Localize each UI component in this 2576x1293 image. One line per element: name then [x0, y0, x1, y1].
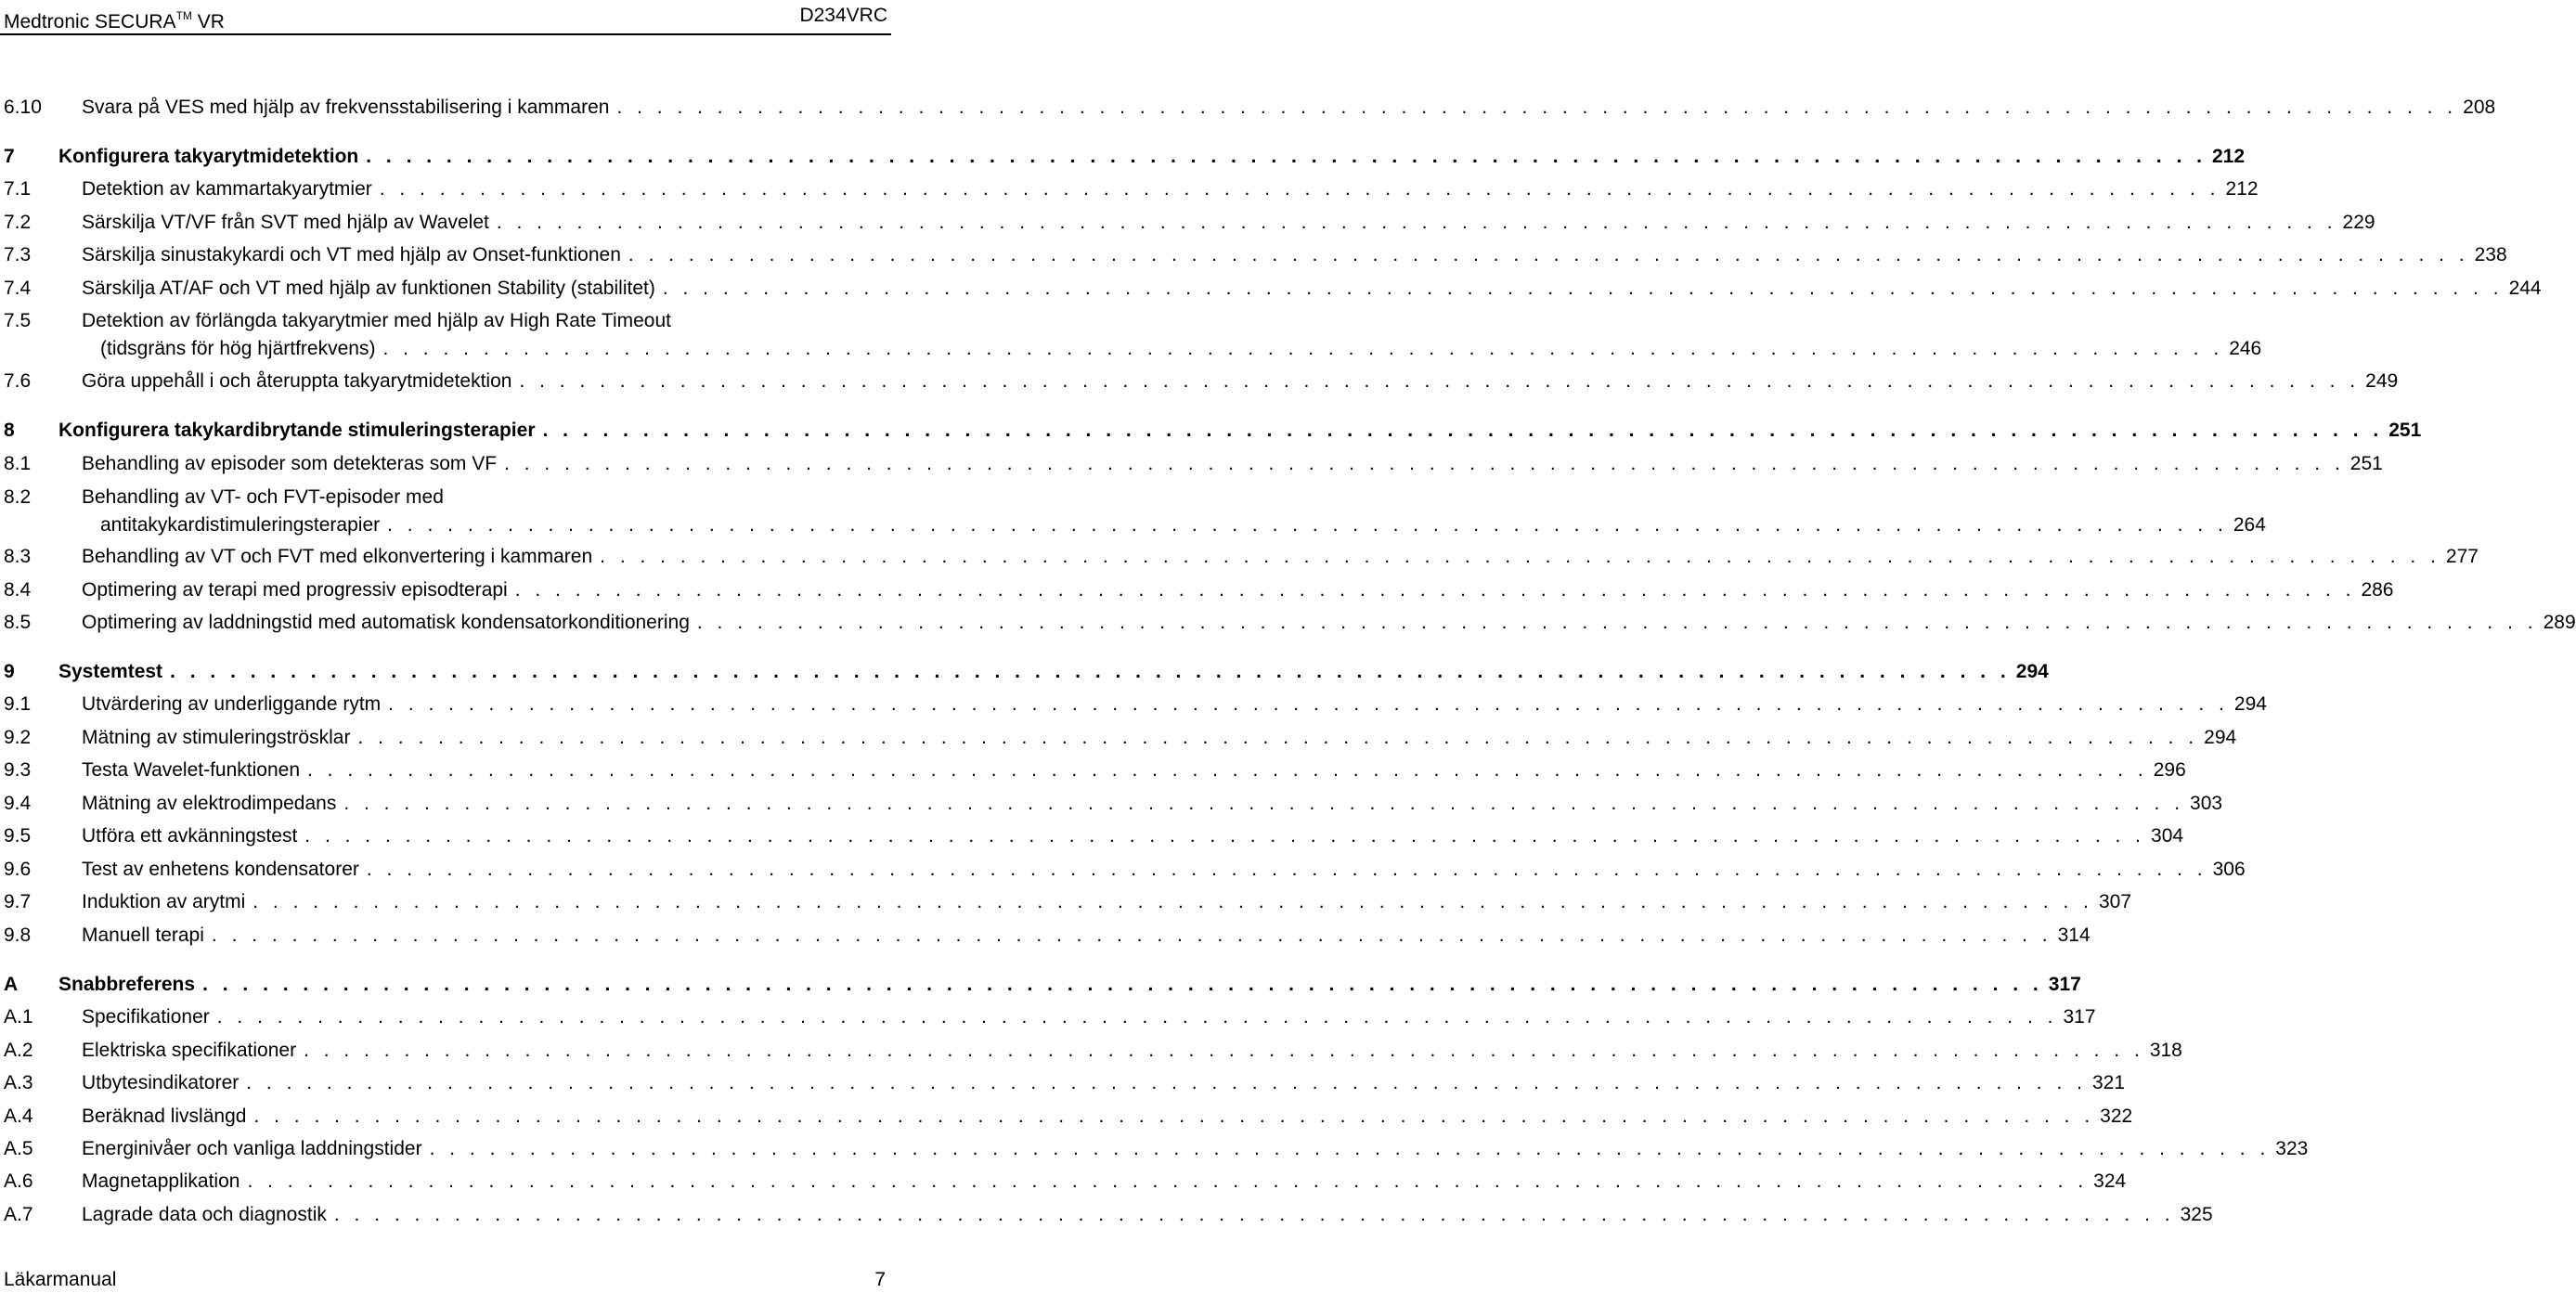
product-name [4, 2, 225, 36]
entry-page-number: 317 [2048, 974, 2081, 995]
entry-title: Testa Wavelet-funktionen [82, 759, 301, 781]
dot-leader: . . . . . . . . . . . . . . . . . . . . . . . . . . . . . . . . . . . . . . . . . . . . . . . . . . . . . . . . . . . . . . . . . . . . . . . . . . . . . . . . . . . . . . . . . . . . [252, 891, 2093, 912]
dot-leader: . . . . . . . . . . . . . . . . . . . . . . . . . . . . . . . . . . . . . . . . . . . . . . . . . . . . . . . . . . . . . . . . . . . . . . . . . . . . . . . . . . . . . . . . . . . . [662, 278, 2504, 299]
entry-page-number: 296 [2153, 759, 2186, 781]
entry-title: Manuell terapi [82, 924, 204, 946]
dot-leader: . . . . . . . . . . . . . . . . . . . . . . . . . . . . . . . . . . . . . . . . . . . . . . . . . . . . . . . . . . . . . . . . . . . . . . . . . . . . . . . . . . . . . . . . . . . . [253, 1106, 2095, 1127]
entry-number: A.4 [4, 1106, 33, 1127]
entry-title: Mätning av elektrodimpedans [82, 793, 337, 814]
entry-number: 9.4 [4, 793, 32, 814]
entry-page-number: 318 [2149, 1040, 2182, 1061]
dot-leader: . . . . . . . . . . . . . . . . . . . . . . . . . . . . . . . . . . . . . . . . . . . . . . . . . . . . . . . . . . . . . . . . . . . . . . . . . . . . . . . . . . . . . . . . . . . . [600, 546, 2440, 567]
entry-number: A.1 [4, 1006, 33, 1028]
entry-title: Göra uppehåll i och återuppta takyarytmidetektion [82, 370, 512, 392]
entry-number: 8.3 [4, 546, 32, 567]
entry-page-number: 251 [2349, 453, 2383, 474]
entry-page-number: 289 [2543, 612, 2576, 633]
entry-page-number: 321 [2091, 1072, 2126, 1093]
entry-title: Svara på VES med hjälp av frekvensstabilisering i kammaren [82, 97, 610, 118]
dot-leader: . . . . . . . . . . . . . . . . . . . . . . . . . . . . . . . . . . . . . . . . . . . . . . . . . . . . . . . . . . . . . . . . . . . . . . . . . . . . . . . . . . . . . . . . . . . . [504, 453, 2345, 474]
dot-leader: . . . . . . . . . . . . . . . . . . . . . . . . . . . . . . . . . . . . . . . . . . . . . . . . . . . . . . . . . . . . . . . . . . . . . . . . . . . . . . . . . . . . . . . . . . . . [519, 370, 2361, 392]
entry-title: (tidsgräns för hög hjärtfrekvens) [100, 338, 376, 359]
entry-title: Induktion av arytmi [82, 891, 246, 912]
entry-number: 8 [4, 420, 15, 441]
entry-page-number: 264 [2233, 514, 2266, 536]
entry-number: 9.8 [4, 924, 32, 946]
entry-number: 8.5 [4, 612, 32, 633]
entry-page-number: 306 [2212, 859, 2246, 880]
entry-number: 8.4 [4, 579, 32, 601]
document-code: D234VRC [799, 5, 887, 26]
entry-number: A.6 [4, 1170, 33, 1192]
entry-title: antitakykardistimuleringsterapier [100, 514, 381, 536]
dot-leader: . . . . . . . . . . . . . . . . . . . . . . . . . . . . . . . . . . . . . . . . . . . . . . . . . . . . . . . . . . . . . . . . . . . . . . . . . . . . . . . . . . . . . . . . . . . . [379, 178, 2220, 200]
entry-number: 7.6 [4, 370, 32, 392]
entry-page-number: 286 [2361, 579, 2394, 601]
entry-title: Utvärdering av underliggande rytm [82, 693, 382, 715]
entry-number: 7.2 [4, 212, 32, 233]
dot-leader: . . . . . . . . . . . . . . . . . . . . . . . . . . . . . . . . . . . . . . . . . . . . . . . . . . . . . . . . . . . . . . . . . . . . . . . . . . . . . . . . . . . . . . . . . . . . [304, 825, 2146, 847]
entry-title: Detektion av kammartakyarytmier [82, 178, 372, 200]
dot-leader: . . . . . . . . . . . . . . . . . . . . . . . . . . . . . . . . . . . . . . . . . . . . . . . . . . . . . . . . . . . . . . . . . . . . . . . . . . . . . . . . . . . . . . . . . . . . [616, 97, 2458, 118]
entry-number: 7.5 [4, 310, 32, 331]
dot-leader: . . . . . . . . . . . . . . . . . . . . . . . . . . . . . . . . . . . . . . . . . . . . . . . . . . . . . . . . . . . . . . . . . . . . . . . . . . . . . . . . . . . . . . . . . . . . [357, 727, 2199, 748]
entry-number: 6.10 [4, 97, 42, 118]
dot-leader: . . . . . . . . . . . . . . . . . . . . . . . . . . . . . . . . . . . . . . . . . . . . . . . . . . . . . . . . . . . . . . . . . . . . . . . . . . . . . . . . . . . . . . . . . . . . [387, 514, 2228, 536]
dot-leader: . . . . . . . . . . . . . . . . . . . . . . . . . . . . . . . . . . . . . . . . . . . . . . . . . . . . . . . . . . . . . . . . . . . . . . . . . . . . . . . . . . . . . . . . . . . . [307, 759, 2148, 781]
entry-page-number: 238 [2474, 244, 2507, 265]
entry-number: 7 [4, 146, 15, 167]
entry-number: 8.1 [4, 453, 32, 474]
entry-page-number: 251 [2388, 420, 2422, 441]
dot-leader: . . . . . . . . . . . . . . . . . . . . . . . . . . . . . . . . . . . . . . . . . . . . . . . . . . . . . . . . . . . . . . . . . . . . . . . . . . . . . . . . . . . . . . . . . . . . [343, 793, 2185, 814]
dot-leader: . . . . . . . . . . . . . . . . . . . . . . . . . . . . . . . . . . . . . . . . . . . . . . . . . . . . . . . . . . . . . . . . . . . . . . . . . . . . . . . . . . . . . . . . . . . . [429, 1138, 2271, 1159]
entry-page-number: 324 [2093, 1170, 2127, 1192]
entry-page-number: 322 [2100, 1106, 2133, 1127]
entry-page-number: 229 [2342, 212, 2375, 233]
header-rule [0, 33, 891, 35]
page-footer [0, 1264, 891, 1291]
entry-page-number: 208 [2463, 97, 2496, 118]
entry-title: Test av enhetens kondensatorer [82, 859, 359, 880]
entry-number: 9 [4, 661, 15, 682]
entry-title: Behandling av VT- och FVT-episoder med [82, 486, 444, 508]
entry-number: 9.6 [4, 859, 32, 880]
entry-page-number: 244 [2508, 278, 2542, 299]
entry-title: Energinivåer och vanliga laddningstider [82, 1138, 422, 1159]
entry-title: Särskilja AT/AF och VT med hjälp av funktionen Stability (stabilitet) [82, 278, 655, 299]
entry-title: Optimering av terapi med progressiv episodterapi [82, 579, 508, 601]
dot-leader: . . . . . . . . . . . . . . . . . . . . . . . . . . . . . . . . . . . . . . . . . . . . . . . . . . . . . . . . . . . . . . . . . . . . . . . . . . . . . . . . . . . . . . . . . . . . [202, 974, 2043, 995]
entry-page-number: 294 [2233, 693, 2267, 715]
dot-leader: . . . . . . . . . . . . . . . . . . . . . . . . . . . . . . . . . . . . . . . . . . . . . . . . . . . . . . . . . . . . . . . . . . . . . . . . . . . . . . . . . . . . . . . . . . . . [696, 612, 2538, 633]
dot-leader: . . . . . . . . . . . . . . . . . . . . . . . . . . . . . . . . . . . . . . . . . . . . . . . . . . . . . . . . . . . . . . . . . . . . . . . . . . . . . . . . . . . . . . . . . . . . [304, 1040, 2144, 1061]
dot-leader: . . . . . . . . . . . . . . . . . . . . . . . . . . . . . . . . . . . . . . . . . . . . . . . . . . . . . . . . . . . . . . . . . . . . . . . . . . . . . . . . . . . . . . . . . . . . [388, 693, 2229, 715]
entry-title: Behandling av VT och FVT med elkonvertering i kammaren [82, 546, 593, 567]
dot-leader: . . . . . . . . . . . . . . . . . . . . . . . . . . . . . . . . . . . . . . . . . . . . . . . . . . . . . . . . . . . . . . . . . . . . . . . . . . . . . . . . . . . . . . . . . . . . [246, 1072, 2087, 1093]
dot-leader: . . . . . . . . . . . . . . . . . . . . . . . . . . . . . . . . . . . . . . . . . . . . . . . . . . . . . . . . . . . . . . . . . . . . . . . . . . . . . . . . . . . . . . . . . . . . [496, 212, 2337, 233]
product-suffix: VR [191, 11, 225, 32]
entry-number: 7.4 [4, 278, 32, 299]
entry-number: 9.5 [4, 825, 32, 847]
manual-title: Läkarmanual [4, 1269, 117, 1290]
dot-leader: . . . . . . . . . . . . . . . . . . . . . . . . . . . . . . . . . . . . . . . . . . . . . . . . . . . . . . . . . . . . . . . . . . . . . . . . . . . . . . . . . . . . . . . . . . . . [366, 146, 2207, 167]
entry-page-number: 325 [2180, 1204, 2213, 1225]
dot-leader: . . . . . . . . . . . . . . . . . . . . . . . . . . . . . . . . . . . . . . . . . . . . . . . . . . . . . . . . . . . . . . . . . . . . . . . . . . . . . . . . . . . . . . . . . . . . [542, 420, 2384, 441]
entry-page-number: 212 [2225, 178, 2259, 200]
entry-title: Utbytesindikatorer [82, 1072, 239, 1093]
dot-leader: . . . . . . . . . . . . . . . . . . . . . . . . . . . . . . . . . . . . . . . . . . . . . . . . . . . . . . . . . . . . . . . . . . . . . . . . . . . . . . . . . . . . . . . . . . . . [514, 579, 2356, 601]
entry-page-number: 212 [2211, 146, 2246, 167]
entry-title: Mätning av stimuleringströsklar [82, 727, 351, 748]
entry-number: 9.1 [4, 693, 32, 715]
page-header [0, 0, 891, 37]
entry-title: Detektion av förlängda takyarytmier med hjälp av High Rate Timeout [82, 310, 671, 331]
entry-title: Elektriska specifikationer [82, 1040, 297, 1061]
entry-number: A.5 [4, 1138, 33, 1159]
entry-page-number: 323 [2275, 1138, 2309, 1159]
entry-page-number: 304 [2151, 825, 2184, 847]
entry-page-number: 294 [2015, 661, 2049, 682]
entry-title: Specifikationer [82, 1006, 210, 1028]
entry-page-number: 249 [2365, 370, 2399, 392]
dot-leader: . . . . . . . . . . . . . . . . . . . . . . . . . . . . . . . . . . . . . . . . . . . . . . . . . . . . . . . . . . . . . . . . . . . . . . . . . . . . . . . . . . . . . . . . . . . . [628, 244, 2469, 265]
entry-number: A.7 [4, 1204, 33, 1225]
product-label: Medtronic SECURA [4, 11, 176, 32]
entry-number: A.2 [4, 1040, 33, 1061]
dot-leader: . . . . . . . . . . . . . . . . . . . . . . . . . . . . . . . . . . . . . . . . . . . . . . . . . . . . . . . . . . . . . . . . . . . . . . . . . . . . . . . . . . . . . . . . . . . . [333, 1204, 2175, 1225]
dot-leader: . . . . . . . . . . . . . . . . . . . . . . . . . . . . . . . . . . . . . . . . . . . . . . . . . . . . . . . . . . . . . . . . . . . . . . . . . . . . . . . . . . . . . . . . . . . . [382, 338, 2224, 359]
entry-title: Beräknad livslängd [82, 1106, 247, 1127]
entry-number: 9.7 [4, 891, 32, 912]
entry-page-number: 294 [2204, 727, 2237, 748]
entry-title: Magnetapplikation [82, 1170, 240, 1192]
entry-title: Systemtest [58, 661, 163, 682]
entry-title: Särskilja sinustakykardi och VT med hjälp av Onset-funktionen [82, 244, 621, 265]
entry-title: Särskilja VT/VF från SVT med hjälp av Wavelet [82, 212, 489, 233]
trademark-symbol: TM [175, 9, 192, 22]
entry-page-number: 277 [2445, 546, 2479, 567]
entry-title: Optimering av laddningstid med automatisk kondensatorkonditionering [82, 612, 690, 633]
entry-title: Konfigurera takyarytmidetektion [58, 146, 359, 167]
dot-leader: . . . . . . . . . . . . . . . . . . . . . . . . . . . . . . . . . . . . . . . . . . . . . . . . . . . . . . . . . . . . . . . . . . . . . . . . . . . . . . . . . . . . . . . . . . . . [216, 1006, 2058, 1028]
entry-title: Konfigurera takykardibrytande stimuleringsterapier [58, 420, 536, 441]
entry-number: 7.3 [4, 244, 32, 265]
entry-number: 8.2 [4, 486, 32, 508]
entry-number: 7.1 [4, 178, 32, 200]
entry-page-number: 307 [2098, 891, 2132, 912]
entry-page-number: 317 [2063, 1006, 2096, 1028]
entry-number: A.3 [4, 1072, 33, 1093]
entry-number: 9.2 [4, 727, 32, 748]
entry-page-number: 303 [2190, 793, 2223, 814]
entry-number: A [4, 974, 19, 995]
entry-page-number: 246 [2229, 338, 2262, 359]
dot-leader: . . . . . . . . . . . . . . . . . . . . . . . . . . . . . . . . . . . . . . . . . . . . . . . . . . . . . . . . . . . . . . . . . . . . . . . . . . . . . . . . . . . . . . . . . . . . [211, 924, 2052, 946]
dot-leader: . . . . . . . . . . . . . . . . . . . . . . . . . . . . . . . . . . . . . . . . . . . . . . . . . . . . . . . . . . . . . . . . . . . . . . . . . . . . . . . . . . . . . . . . . . . . [247, 1170, 2089, 1192]
dot-leader: . . . . . . . . . . . . . . . . . . . . . . . . . . . . . . . . . . . . . . . . . . . . . . . . . . . . . . . . . . . . . . . . . . . . . . . . . . . . . . . . . . . . . . . . . . . . [170, 661, 2011, 682]
entry-title: Utföra ett avkänningstest [82, 825, 298, 847]
entry-page-number: 314 [2057, 924, 2091, 946]
entry-title: Behandling av episoder som detekteras som VF [82, 453, 498, 474]
page-number: 7 [874, 1269, 886, 1290]
dot-leader: . . . . . . . . . . . . . . . . . . . . . . . . . . . . . . . . . . . . . . . . . . . . . . . . . . . . . . . . . . . . . . . . . . . . . . . . . . . . . . . . . . . . . . . . . . . . [366, 859, 2207, 880]
entry-title: Lagrade data och diagnostik [82, 1204, 327, 1225]
entry-number: 9.3 [4, 759, 32, 781]
entry-title: Snabbreferens [58, 974, 196, 995]
